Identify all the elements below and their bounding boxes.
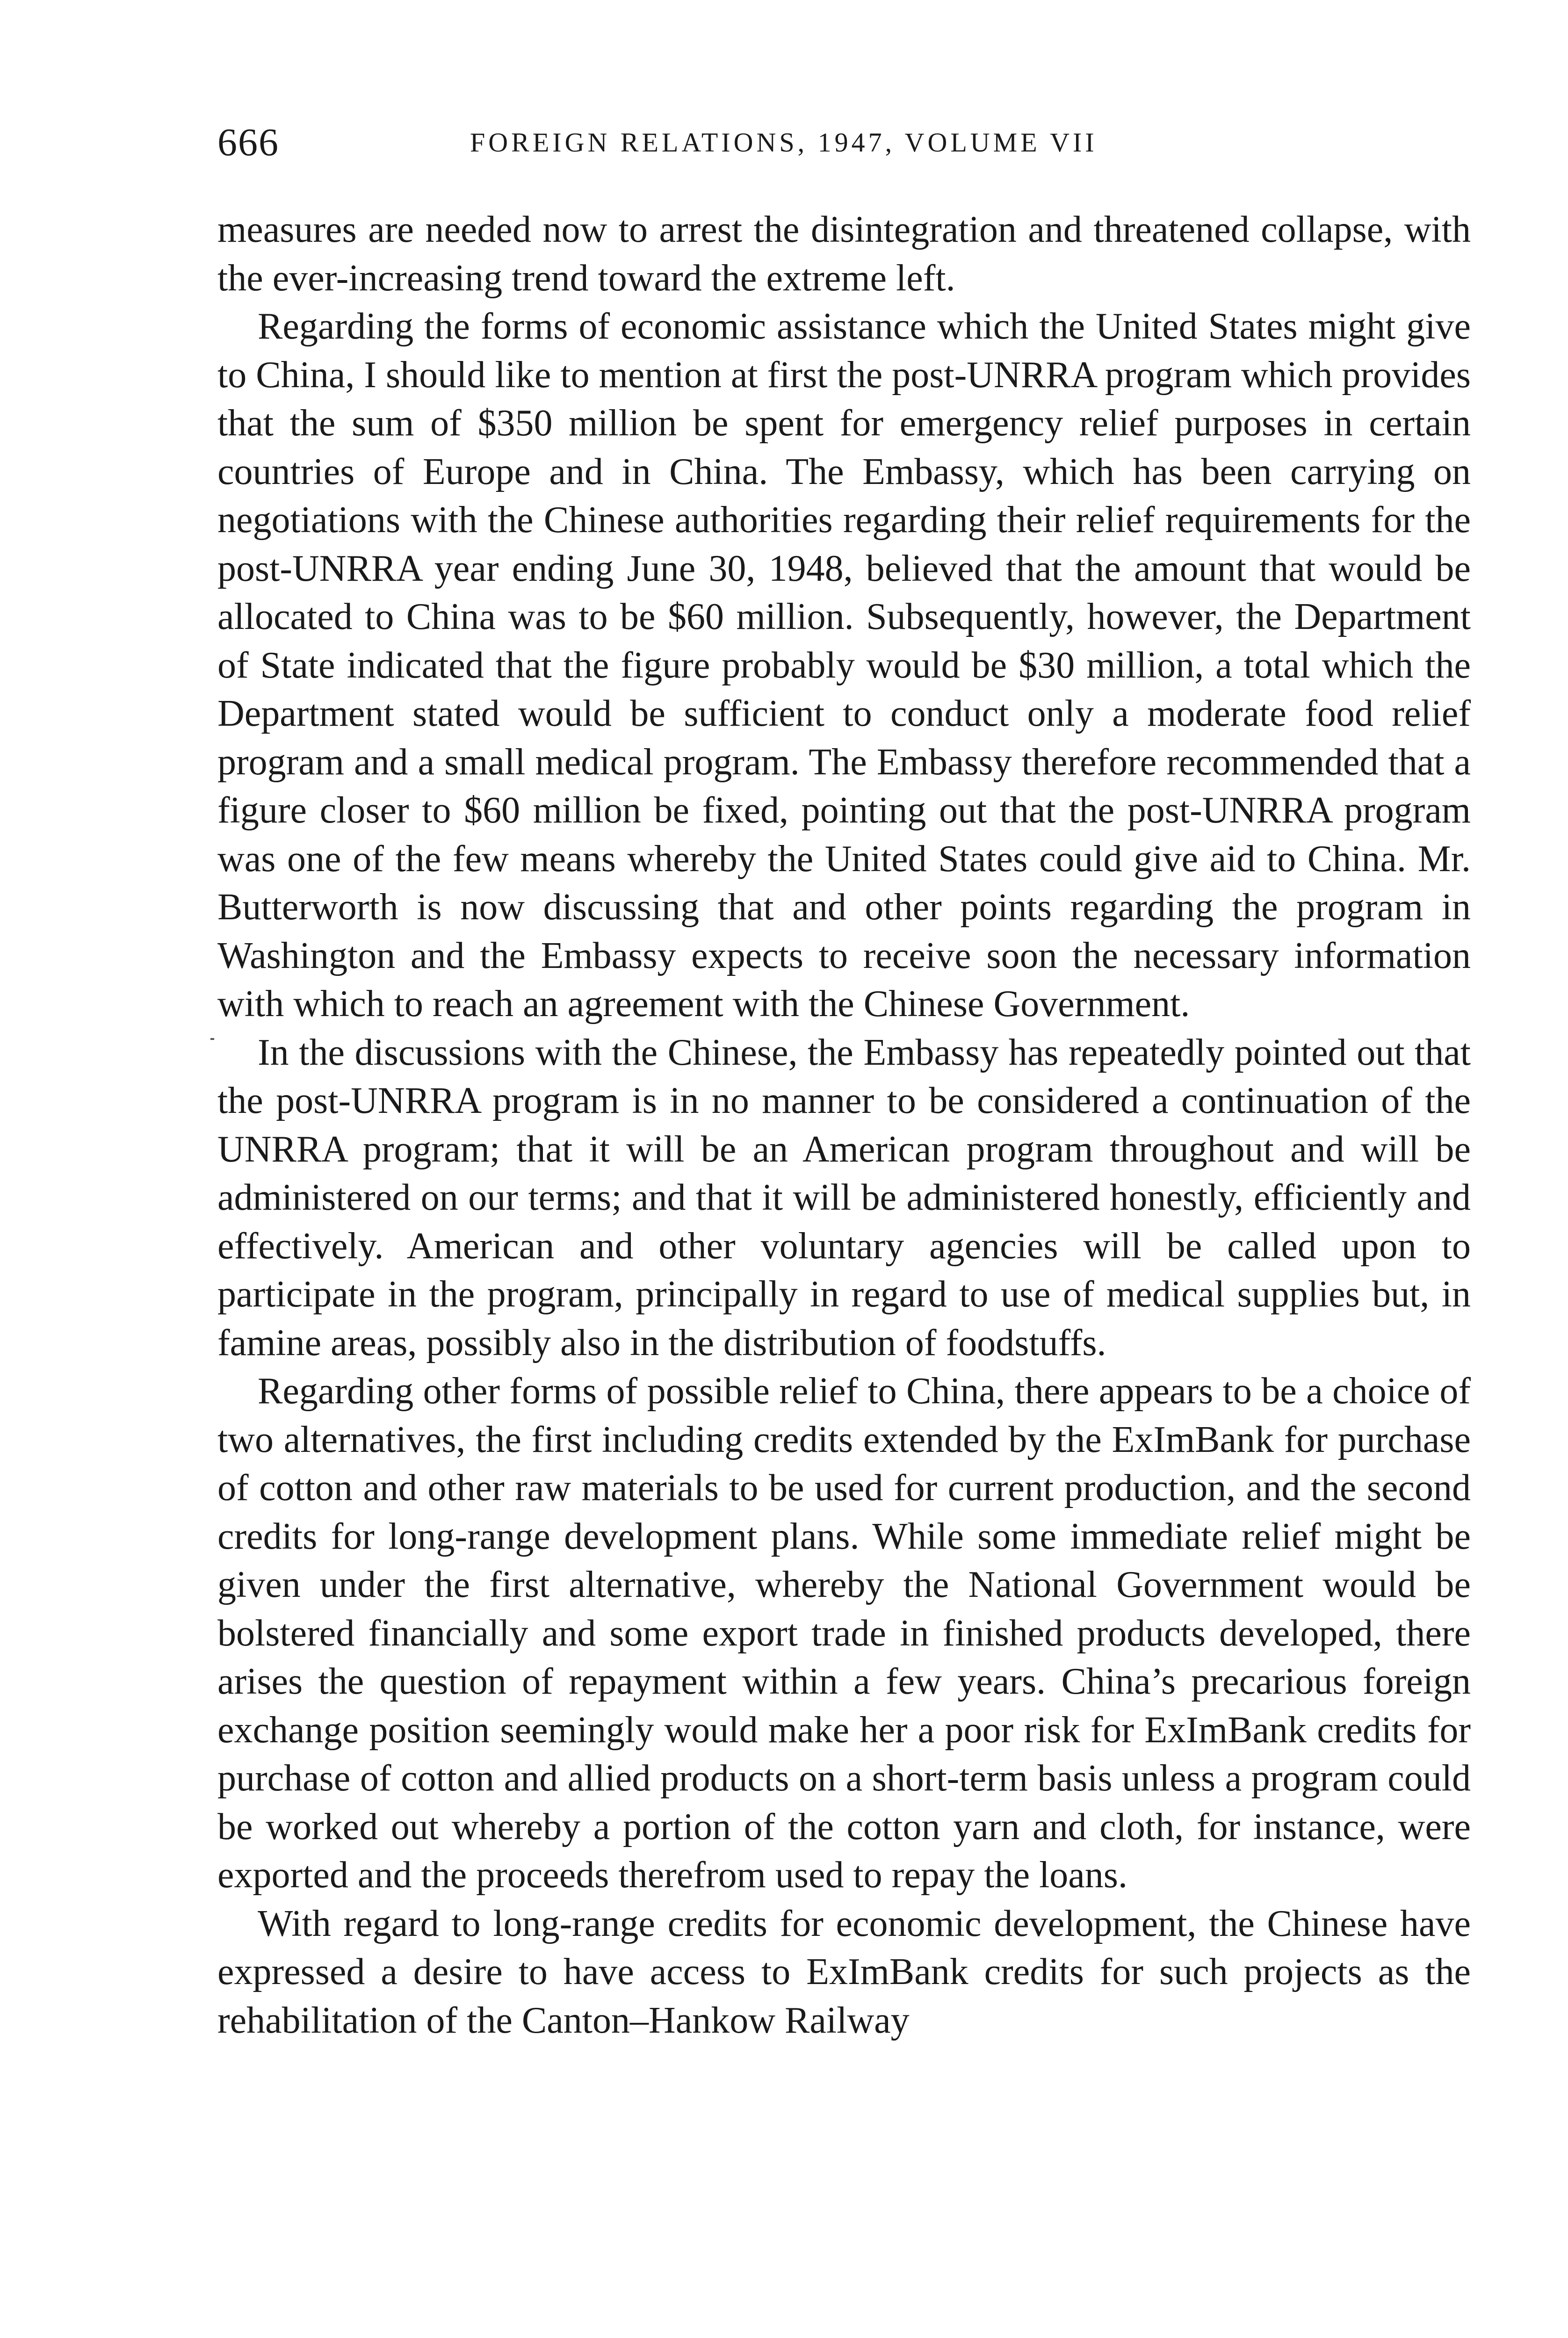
running-head: FOREIGN RELATIONS, 1947, VOLUME VII — [470, 127, 1098, 158]
paragraph-3: In the discussions with the Chinese, the Embassy has repeatedly pointed out that the post-UNRRA program is in no manner to be considered a continuation of the UNRRA program; that it will be an American program throughout and will be administered on our terms; and that it will be administered honestly, efficiently and effectively. American and other voluntary agencies will be called upon to participate in the program, principally in regard to use of medical supplies but, in famine areas, possibly also in the distribution of foodstuffs. — [217, 1032, 1471, 1364]
paragraph-1: measures are needed now to arrest the disintegration and threatened collapse, with the ever-increasing trend toward the extreme left. — [217, 209, 1471, 299]
paragraph-5: With regard to long-range credits for economic development, the Chinese have expressed a desire to have access to ExImBank credits for such projects as the rehabilitation of the Canton–Hankow Railway — [217, 1903, 1471, 2041]
body-text — [217, 206, 1471, 2045]
margin-mark — [210, 1038, 214, 1040]
page-number: 666 — [217, 121, 279, 164]
paragraph-4: Regarding other forms of possible relief to China, there appears to be a choice of two alternatives, the first including credits extended by the ExImBank for purchase of cotton and other raw materials to be used for current production, and the second credits for long-range development plans. While some immediate relief might be given under the first alternative, whereby the National Government would be bolstered financially and some export trade in finished products developed, there arises the question of repayment within a few years. China’s precarious foreign exchange position seemingly would make her a poor risk for ExImBank credits for purchase of cotton and allied products on a short-term basis unless a program could be worked out whereby a portion of the cotton yarn and cloth, for instance, were exported and the proceeds therefrom used to repay the loans. — [217, 1371, 1471, 1896]
page-header — [217, 117, 1471, 168]
paragraph-2: Regarding the forms of economic assistance which the United States might give to China, I should like to mention at first the post-UNRRA program which provides that the sum of $350 million be spent for emergency relief purposes in certain countries of Europe and in China. The Embassy, which has been carrying on negotiations with the Chinese authorities regarding their relief requirements for the post-UNRRA year ending June 30, 1948, believed that the amount that would be allocated to China was to be $60 million. Subsequently, however, the Department of State indicated that the figure probably would be $30 million, a total which the Department stated would be sufficient to conduct only a moderate food relief program and a small medical program. The Embassy therefore recommended that a figure closer to $60 million be fixed, pointing out that the post-UNRRA program was one of the few means whereby the United States could give aid to China. Mr. Butterworth is now discussing that and other points regarding the program in Washington and the Embassy expects to receive soon the necessary information with which to reach an agreement with the Chinese Government. — [217, 306, 1471, 1025]
